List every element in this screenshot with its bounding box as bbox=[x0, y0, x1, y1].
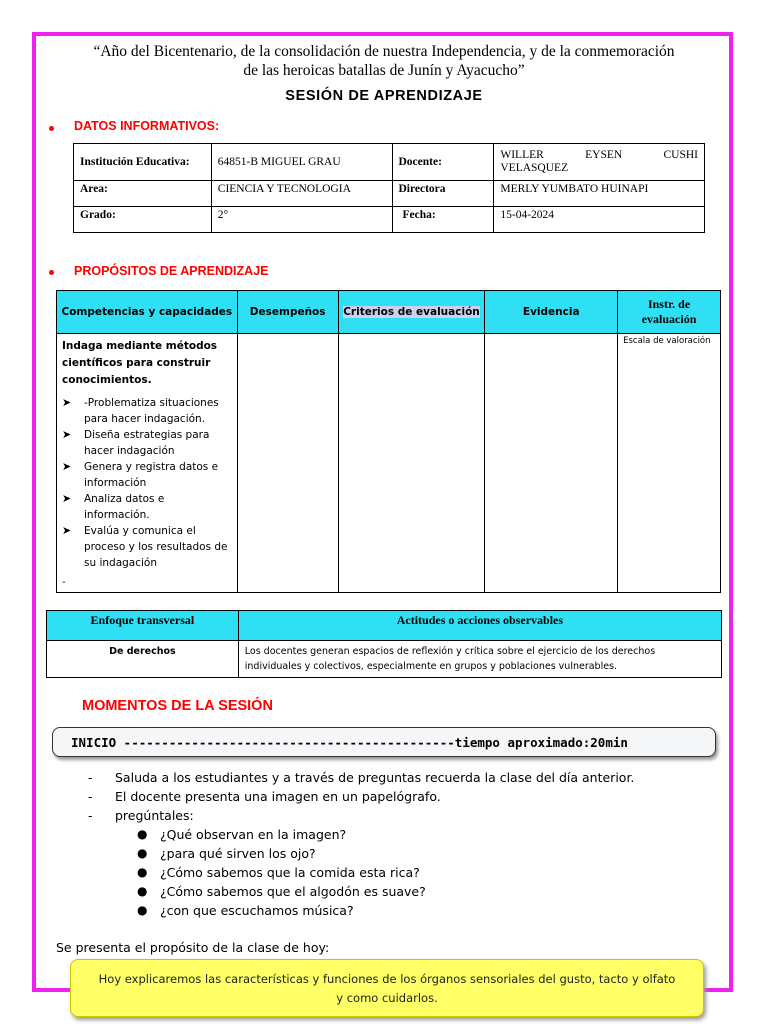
docente-value bbox=[494, 144, 705, 181]
bullet-icon: ● bbox=[137, 884, 148, 898]
arrow-bullet-icon: ➤ bbox=[62, 428, 72, 441]
arrow-bullet-icon: ➤ bbox=[62, 524, 72, 537]
steps-list bbox=[88, 768, 634, 825]
arrow-bullet-icon: ➤ bbox=[62, 492, 72, 505]
proposito-line-2: y como cuidarlos. bbox=[336, 991, 438, 1005]
instrumento-cell: Escala de valoración bbox=[618, 334, 721, 593]
bullet-icon bbox=[49, 126, 54, 131]
questions-list bbox=[137, 825, 426, 920]
step-text: Saluda a los estudiantes y a través de preguntas recuerda la clase del día anterior. bbox=[115, 770, 635, 785]
bullet-icon bbox=[49, 270, 54, 275]
list-item bbox=[62, 427, 232, 459]
criterios-cell bbox=[338, 334, 485, 593]
col-competencias: Competencias y capacidades bbox=[57, 291, 238, 334]
capacidad-text: Genera y registra datos e información bbox=[84, 461, 219, 489]
fecha-label: Fecha: bbox=[392, 207, 494, 233]
desempenos-cell bbox=[237, 334, 338, 593]
institucion-value: 64851-B MIGUEL GRAU bbox=[211, 144, 392, 181]
col-instrumento bbox=[618, 291, 721, 334]
capacidad-text: -Problematiza situaciones para hacer indagación. bbox=[84, 397, 219, 425]
motto-line-1: “Año del Bicentenario, de la consolidación de nuestra Independencia, y de la conmemoración bbox=[93, 43, 675, 60]
page-title: SESIÓN DE APRENDIZAJE bbox=[285, 88, 483, 104]
list-item bbox=[137, 882, 426, 901]
list-item: - pregúntales: bbox=[88, 808, 194, 823]
proposito-intro: Se presenta el propósito de la clase de hoy: bbox=[56, 940, 330, 955]
list-item: - Saluda a los estudiantes y a través de preguntas recuerda la clase del día anterior. bbox=[88, 770, 635, 785]
trailing-dash: - bbox=[62, 577, 66, 588]
enfoque-header: Enfoque transversal bbox=[47, 611, 239, 641]
fecha-value: 15-04-2024 bbox=[494, 207, 705, 233]
list-item bbox=[137, 863, 426, 882]
capacidad-text: Analiza datos e información. bbox=[84, 493, 165, 521]
datos-table bbox=[73, 143, 705, 233]
motto-line-2: de las heroicas batallas de Junín y Ayacucho” bbox=[243, 62, 525, 79]
competencia-text: Indaga mediante métodos científicos para construir conocimientos. bbox=[62, 340, 218, 386]
bullet-icon: ● bbox=[137, 846, 148, 860]
docente-value-line1: WILLER EYSEN CUSHI bbox=[500, 149, 698, 161]
directora-label: Directora bbox=[392, 181, 494, 207]
proposito-box bbox=[70, 959, 704, 1017]
criterios-label: Criterios de evaluación bbox=[343, 306, 480, 318]
list-item bbox=[62, 523, 232, 571]
actitudes-value: Los docentes generan espacios de reflexión y crítica sobre el ejercicio de los derechos individuales y colectivos, especialmente en grupos y poblaciones vulnerables. bbox=[238, 641, 721, 678]
actitudes-header: Actitudes o acciones observables bbox=[238, 611, 721, 641]
proposito-line-1: Hoy explicaremos las características y funciones de los órganos sensoriales del gusto, tacto y olfato bbox=[98, 972, 676, 986]
list-item bbox=[62, 491, 232, 523]
area-label: Area: bbox=[74, 181, 212, 207]
arrow-bullet-icon: ➤ bbox=[62, 460, 72, 473]
question-text: ¿para qué sirven los ojo? bbox=[160, 846, 316, 861]
question-text: ¿Qué observan en la imagen? bbox=[160, 827, 347, 842]
motto-header bbox=[60, 42, 708, 80]
list-item: - El docente presenta una imagen en un papelógrafo. bbox=[88, 789, 441, 804]
col-evidencia: Evidencia bbox=[485, 291, 618, 334]
bullet-icon: ● bbox=[137, 865, 148, 879]
question-text: ¿Cómo sabemos que la comida esta rica? bbox=[160, 865, 420, 880]
step-text: El docente presenta una imagen en un papelógrafo. bbox=[115, 789, 441, 804]
bullet-icon: ● bbox=[137, 827, 148, 841]
capacidad-text: Diseña estrategias para hacer indagación bbox=[84, 429, 210, 457]
grado-value: 2° bbox=[211, 207, 392, 233]
list-item bbox=[62, 395, 232, 427]
list-item bbox=[137, 825, 426, 844]
question-text: ¿con que escuchamos música? bbox=[160, 903, 354, 918]
institucion-label: Institución Educativa: bbox=[74, 144, 212, 181]
col-criterios bbox=[338, 291, 485, 334]
propositos-table bbox=[56, 290, 721, 593]
enfoque-value: De derechos bbox=[47, 641, 239, 678]
directora-value: MERLY YUMBATO HUINAPI bbox=[494, 181, 705, 207]
instr-line1: Instr. de bbox=[647, 297, 691, 311]
question-text: ¿Cómo sabemos que el algodón es suave? bbox=[160, 884, 426, 899]
competencias-cell bbox=[57, 334, 238, 593]
list-item bbox=[137, 844, 426, 863]
evidencia-cell bbox=[485, 334, 618, 593]
area-value: CIENCIA Y TECNOLOGIA bbox=[211, 181, 392, 207]
bullet-icon: ● bbox=[137, 903, 148, 917]
propositos-heading: PROPÓSITOS DE APRENDIZAJE bbox=[74, 264, 269, 278]
grado-label: Grado: bbox=[74, 207, 212, 233]
instr-line2: evaluación bbox=[641, 312, 697, 326]
step-text: pregúntales: bbox=[115, 808, 194, 823]
list-item bbox=[62, 459, 232, 491]
datos-heading: DATOS INFORMATIVOS: bbox=[74, 119, 220, 133]
enfoque-table bbox=[46, 610, 722, 678]
inicio-bar: INICIO --------------------------------------------tiempo aproximado:20min bbox=[52, 727, 716, 757]
arrow-bullet-icon: ➤ bbox=[62, 396, 72, 409]
docente-value-line2: VELASQUEZ bbox=[500, 162, 569, 174]
col-desempenos: Desempeños bbox=[237, 291, 338, 334]
momentos-heading: MOMENTOS DE LA SESIÓN bbox=[82, 698, 273, 714]
docente-label: Docente: bbox=[392, 144, 494, 181]
list-item bbox=[137, 901, 426, 920]
capacidades-list bbox=[62, 395, 232, 571]
capacidad-text: Evalúa y comunica el proceso y los resultados de su indagación bbox=[84, 525, 228, 569]
